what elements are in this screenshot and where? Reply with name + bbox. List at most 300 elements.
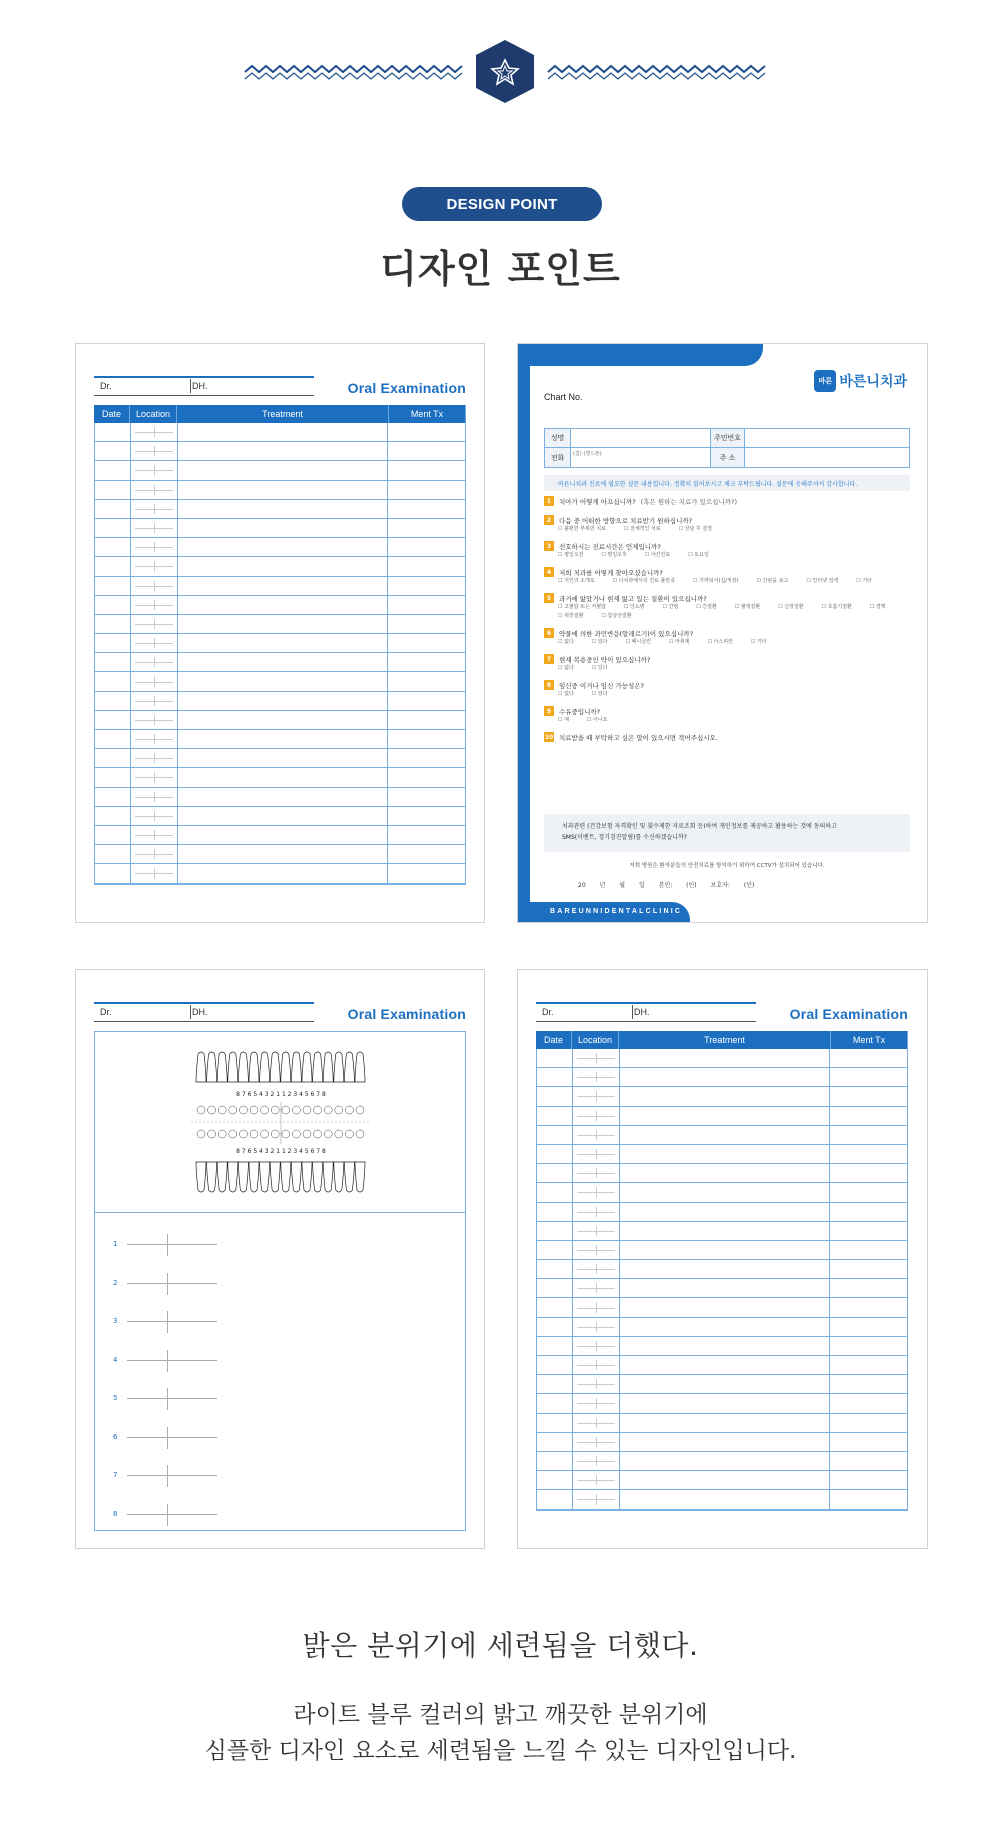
table-cell <box>830 1490 907 1508</box>
checkbox-option[interactable]: ☐ 아스피린 <box>707 638 732 645</box>
phone-label: 전화 <box>545 448 571 467</box>
table-cell <box>537 1279 573 1297</box>
table-cell <box>573 1222 620 1240</box>
table-row <box>95 653 465 672</box>
table-row <box>95 519 465 538</box>
upper-tooth-numbers: 8 7 6 5 4 3 2 1 1 2 3 4 5 6 7 8 <box>236 1091 326 1098</box>
question-number: 5 <box>544 593 554 603</box>
oral-exam-header <box>94 1002 466 1028</box>
table-cell <box>131 423 178 441</box>
table-cell <box>95 519 131 537</box>
occlusal-upper <box>197 1106 364 1114</box>
occlusal-tooth <box>271 1106 279 1114</box>
table-cell <box>388 519 465 537</box>
table-cell <box>95 749 131 767</box>
occlusal-tooth <box>303 1130 311 1138</box>
table-cell <box>178 672 389 690</box>
table-cell <box>620 1414 831 1432</box>
table-cell <box>573 1490 620 1508</box>
table-cell <box>830 1183 907 1201</box>
lower-tooth <box>207 1162 217 1192</box>
lower-tooth <box>355 1162 365 1192</box>
table-cell <box>95 653 131 671</box>
table-cell <box>620 1279 831 1297</box>
table-cell <box>537 1222 573 1240</box>
lower-tooth <box>281 1162 291 1192</box>
table-cell <box>131 653 178 671</box>
table-cell <box>95 461 131 479</box>
checkbox-option[interactable]: ☐ 다치과에서의 진료 불만족 <box>613 577 675 584</box>
table-cell <box>131 596 178 614</box>
table-row <box>95 557 465 576</box>
checkbox-option[interactable]: ☐ 기타 <box>751 638 767 645</box>
question-text: 치료받을 때 부탁하고 싶은 말이 있으시면 적어주십시오. <box>559 733 718 742</box>
footer-subtitle: 밝은 분위기에 세련됨을 더했다. <box>302 1629 699 1662</box>
table-cell <box>131 500 178 518</box>
table-cell <box>537 1164 573 1182</box>
star-badge-icon <box>476 40 534 103</box>
col-date: Date <box>94 405 130 423</box>
oral-exam-title: Oral Examination <box>347 380 466 396</box>
table-row <box>95 807 465 826</box>
question-list <box>544 496 910 751</box>
checkbox-option[interactable]: ☐ 있다 <box>592 638 608 645</box>
checkbox-option[interactable]: ☐ 마취제 <box>669 638 690 645</box>
table-cell <box>178 768 389 786</box>
table-row <box>95 500 465 519</box>
occlusal-tooth <box>345 1130 353 1138</box>
chart-side-bar <box>518 344 530 923</box>
note-line-number: 5 <box>113 1394 118 1402</box>
table-row <box>95 442 465 461</box>
oral-exam-title: Oral Examination <box>789 1006 908 1022</box>
table-cell <box>388 500 465 518</box>
table-cell <box>573 1087 620 1105</box>
table-cell <box>388 538 465 556</box>
table-row <box>537 1490 907 1509</box>
occlusal-tooth <box>314 1106 322 1114</box>
upper-tooth <box>323 1052 333 1082</box>
checkbox-option[interactable]: ☐ 고혈압 또는 저혈압 <box>558 603 606 610</box>
table-cell <box>620 1490 831 1508</box>
table-cell <box>95 557 131 575</box>
table-cell <box>537 1337 573 1355</box>
table-cell <box>537 1375 573 1393</box>
occlusal-lower <box>197 1130 364 1138</box>
occlusal-tooth <box>356 1106 364 1114</box>
col-ment-tx: Ment Tx <box>389 405 466 423</box>
upper-tooth <box>355 1052 365 1082</box>
table-row <box>95 692 465 711</box>
table-row <box>537 1433 907 1452</box>
table-cell <box>388 653 465 671</box>
question-item <box>544 732 910 751</box>
table-cell <box>178 864 389 882</box>
table-cell <box>95 807 131 825</box>
question-number: 3 <box>544 541 554 551</box>
table-cell <box>178 519 389 537</box>
table-cell <box>131 768 178 786</box>
table-row <box>95 596 465 615</box>
table-cell <box>131 692 178 710</box>
checkbox-option[interactable]: ☐ 없다 <box>558 664 574 671</box>
table-cell <box>573 1433 620 1451</box>
checkbox-option[interactable]: ☐ 가까워서(집/직장) <box>693 577 738 584</box>
table-cell <box>830 1145 907 1163</box>
table-cell <box>131 826 178 844</box>
table-cell <box>620 1356 831 1374</box>
table-cell <box>131 807 178 825</box>
table-row <box>95 461 465 480</box>
table-cell <box>537 1490 573 1508</box>
logo-mark: 바른 <box>814 370 836 392</box>
question-number: 8 <box>544 680 554 690</box>
table-cell <box>388 423 465 441</box>
question-text: 임신중 이거나 임신 가능성은? <box>559 681 644 690</box>
table-cell <box>537 1126 573 1144</box>
logo-text: 바른니치과 <box>839 374 907 390</box>
question-item <box>544 541 910 567</box>
upper-tooth <box>334 1052 344 1082</box>
upper-teeth <box>196 1052 365 1082</box>
note-line-number: 6 <box>113 1432 118 1441</box>
table-header <box>94 405 466 423</box>
table-row <box>95 423 465 442</box>
occlusal-tooth <box>250 1130 258 1138</box>
cctv-note: 저희 병원은 환자분들의 안전치료를 방지하기 위하여 CCTV가 설치되어 있습니다. <box>629 863 825 869</box>
table-row <box>537 1049 907 1068</box>
table-cell <box>830 1414 907 1432</box>
table-cell <box>830 1164 907 1182</box>
table-row <box>537 1337 907 1356</box>
table-cell <box>131 577 178 595</box>
address-label: 주 소 <box>711 448 745 467</box>
table-row <box>537 1222 907 1241</box>
occlusal-tooth <box>229 1106 237 1114</box>
col-date: Date <box>536 1031 572 1049</box>
table-cell <box>178 481 389 499</box>
table-cell <box>573 1337 620 1355</box>
question-item <box>544 628 910 654</box>
table-header <box>536 1031 908 1049</box>
table-cell <box>95 768 131 786</box>
table-cell <box>95 788 131 806</box>
occlusal-tooth <box>271 1130 279 1138</box>
table-cell <box>573 1203 620 1221</box>
question-hint: (혹은 원하는 치료가 있으십니까?) <box>640 497 738 506</box>
checkbox-option[interactable]: ☐ 없다 <box>558 638 574 645</box>
occlusal-tooth <box>356 1130 364 1138</box>
table-cell <box>178 461 389 479</box>
lower-tooth-numbers: 8 7 6 5 4 3 2 1 1 2 3 4 5 6 7 8 <box>236 1148 326 1155</box>
table-cell <box>131 538 178 556</box>
checkbox-option[interactable]: ☐ 전체적인 치료 <box>624 525 661 532</box>
occlusal-tooth <box>292 1130 300 1138</box>
table-cell <box>388 442 465 460</box>
table-cell <box>131 864 178 882</box>
checkbox-option[interactable]: ☐ 있다 <box>592 664 608 671</box>
table-cell <box>388 557 465 575</box>
occlusal-tooth <box>239 1130 247 1138</box>
table-cell <box>573 1145 620 1163</box>
table-cell <box>388 634 465 652</box>
table-cell <box>388 730 465 748</box>
clinic-logo <box>814 370 907 392</box>
table-cell <box>537 1068 573 1086</box>
question-item <box>544 654 910 680</box>
checkbox-option[interactable]: ☐ 평일오후 <box>601 551 626 558</box>
question-item <box>544 496 910 515</box>
table-cell <box>620 1049 831 1067</box>
note-line-number: 7 <box>113 1471 118 1479</box>
teeth-diagram <box>95 1032 467 1212</box>
oral-exam-table <box>94 405 466 885</box>
table-cell <box>537 1298 573 1316</box>
table-cell <box>178 538 389 556</box>
table-row <box>537 1126 907 1145</box>
zigzag-left <box>245 66 462 72</box>
chart-top-bar <box>518 344 763 366</box>
table-cell <box>830 1318 907 1336</box>
question-text: 약물에 의한 과민반응(알레르기)이 있으십니까? <box>559 629 694 638</box>
table-row <box>95 711 465 730</box>
oral-exam-card-2 <box>517 969 928 1549</box>
oral-exam-table <box>536 1031 908 1511</box>
lower-tooth <box>334 1162 344 1192</box>
checkbox-option[interactable]: ☐ 야간진료 <box>645 551 670 558</box>
dh-label: DH. <box>192 1007 208 1017</box>
rrn-label: 주민번호 <box>711 429 745 447</box>
checkbox-option[interactable]: ☐ 결핵 <box>870 603 886 610</box>
col-location: Location <box>130 405 177 423</box>
checkbox-option[interactable]: ☐ 위장질환 <box>558 612 583 619</box>
table-cell <box>388 577 465 595</box>
table-row <box>537 1107 907 1126</box>
table-cell <box>131 730 178 748</box>
checkbox-option[interactable]: ☐ 토요일 <box>688 551 709 558</box>
table-cell <box>95 538 131 556</box>
checkbox-option[interactable]: ☐ 불편한 부위만 치료 <box>558 525 606 532</box>
checkbox-option[interactable]: ☐ 간질환 <box>696 603 717 610</box>
dr-label: Dr. <box>542 1007 554 1017</box>
table-cell <box>830 1356 907 1374</box>
checkbox-option[interactable]: ☐ 상담 후 결정 <box>679 525 712 532</box>
table-cell <box>537 1203 573 1221</box>
table-cell <box>178 845 389 863</box>
table-row <box>537 1068 907 1087</box>
table-cell <box>131 711 178 729</box>
question-text: 다음 중 어떠한 방향으로 치료받기 원하십니까? <box>559 516 693 525</box>
dh-label: DH. <box>192 381 208 391</box>
table-cell <box>131 749 178 767</box>
table-cell <box>620 1298 831 1316</box>
table-cell <box>830 1433 907 1451</box>
table-cell <box>131 615 178 633</box>
table-cell <box>178 615 389 633</box>
checkbox-option[interactable]: ☐ 당뇨병 <box>624 603 645 610</box>
table-cell <box>95 577 131 595</box>
checkbox-option[interactable]: ☐ 평일오전 <box>558 551 583 558</box>
table-row <box>537 1145 907 1164</box>
oral-exam-header <box>536 1002 908 1028</box>
table-cell <box>573 1318 620 1336</box>
table-cell <box>178 596 389 614</box>
dr-label: Dr. <box>100 381 112 391</box>
upper-tooth <box>302 1052 312 1082</box>
occlusal-tooth <box>324 1106 332 1114</box>
table-cell <box>388 596 465 614</box>
table-cell <box>830 1068 907 1086</box>
lower-tooth <box>249 1162 259 1192</box>
table-cell <box>620 1318 831 1336</box>
occlusal-tooth <box>303 1106 311 1114</box>
occlusal-tooth <box>292 1106 300 1114</box>
checkbox-option[interactable]: ☐ 갑상선질환 <box>601 612 631 619</box>
table-cell <box>131 634 178 652</box>
table-cell <box>131 481 178 499</box>
table-row <box>95 788 465 807</box>
table-cell <box>178 423 389 441</box>
table-row <box>95 768 465 787</box>
table-cell <box>388 692 465 710</box>
footer-desc-line-2: 심플한 디자인 요소로 세련됨을 느낄 수 있는 디자인입니다. <box>204 1738 797 1764</box>
chart-card <box>517 343 928 923</box>
table-cell <box>620 1222 831 1240</box>
table-cell <box>830 1241 907 1259</box>
table-cell <box>830 1337 907 1355</box>
occlusal-tooth <box>208 1130 216 1138</box>
checkbox-option[interactable]: ☐ 지인의 소개로 <box>558 577 595 584</box>
col-location: Location <box>572 1031 619 1049</box>
oral-exam-header <box>94 376 466 402</box>
question-text: 저희 치과를 어떻게 찾아오셨습니까? <box>559 568 663 577</box>
table-cell <box>573 1241 620 1259</box>
tooth-divider <box>95 1212 465 1213</box>
table-cell <box>620 1087 831 1105</box>
table-cell <box>537 1414 573 1432</box>
occlusal-tooth <box>335 1106 343 1114</box>
table-row <box>537 1471 907 1490</box>
table-cell <box>620 1394 831 1412</box>
note-line-number: 3 <box>113 1317 118 1325</box>
checkbox-option[interactable]: ☐ 호흡기질환 <box>822 603 852 610</box>
header-ornament <box>0 40 1001 110</box>
table-cell <box>131 461 178 479</box>
checkbox-option[interactable]: ☐ 혈액질환 <box>735 603 760 610</box>
table-cell <box>830 1203 907 1221</box>
checkbox-option[interactable]: ☐ 예 <box>558 716 569 723</box>
question-number: 10 <box>544 733 554 741</box>
question-item <box>544 593 910 628</box>
table-row <box>537 1414 907 1433</box>
table-cell <box>573 1452 620 1470</box>
checkbox-option[interactable]: ☐ 기타 <box>856 577 872 584</box>
upper-tooth <box>238 1052 248 1082</box>
checkbox-option[interactable]: ☐ 없다 <box>558 690 574 697</box>
table-cell <box>830 1452 907 1470</box>
table-cell <box>95 481 131 499</box>
upper-tooth <box>207 1052 217 1082</box>
table-cell <box>388 788 465 806</box>
table-row <box>537 1260 907 1279</box>
table-cell <box>131 672 178 690</box>
occlusal-tooth <box>218 1106 226 1114</box>
table-cell <box>620 1337 831 1355</box>
table-cell <box>388 845 465 863</box>
occlusal-tooth <box>261 1106 269 1114</box>
zigzag-right <box>548 66 765 72</box>
table-cell <box>573 1260 620 1278</box>
checkbox-option[interactable]: ☐ 간염 <box>662 603 678 610</box>
table-cell <box>620 1203 831 1221</box>
table-cell <box>178 807 389 825</box>
table-cell <box>95 596 131 614</box>
table-cell <box>573 1183 620 1201</box>
table-cell <box>830 1375 907 1393</box>
table-cell <box>620 1260 831 1278</box>
note-line-number: 8 <box>113 1509 118 1518</box>
dr-label: Dr. <box>100 1007 112 1017</box>
table-cell <box>95 730 131 748</box>
table-cell <box>620 1375 831 1393</box>
table-row <box>95 749 465 768</box>
table-cell <box>537 1260 573 1278</box>
table-cell <box>573 1394 620 1412</box>
checkbox-option[interactable]: ☐ 아니요 <box>587 716 608 723</box>
table-cell <box>620 1126 831 1144</box>
table-rows <box>536 1049 908 1511</box>
table-cell <box>537 1394 573 1412</box>
checkbox-option[interactable]: ☐ 신장질환 <box>778 603 803 610</box>
checkbox-option[interactable]: ☐ 페니실린 <box>626 638 651 645</box>
table-cell <box>537 1433 573 1451</box>
survey-notice: 바른니치과 진료에 필요한 설문 내용입니다. 정확히 읽어보시고 체크 부탁드립니다. 설문에 응해주셔서 감사합니다. <box>544 475 910 491</box>
table-cell <box>95 826 131 844</box>
table-cell <box>95 615 131 633</box>
lower-tooth <box>302 1162 312 1192</box>
table-cell <box>830 1049 907 1067</box>
table-cell <box>573 1049 620 1067</box>
table-rows <box>94 423 466 885</box>
table-row <box>537 1298 907 1317</box>
checkbox-option[interactable]: ☐ 인터넷 검색 <box>806 577 838 584</box>
table-cell <box>537 1318 573 1336</box>
table-cell <box>537 1107 573 1125</box>
table-cell <box>573 1164 620 1182</box>
table-row <box>537 1203 907 1222</box>
table-cell <box>131 519 178 537</box>
question-text: 치아가 어떻게 아프십니까? <box>559 497 636 506</box>
consent-line-2: SMS(이벤트, 정기검진알림)를 수신하겠습니까? <box>562 834 687 841</box>
upper-tooth <box>344 1052 354 1082</box>
page-title: 디자인 포인트 <box>380 247 621 291</box>
table-cell <box>95 711 131 729</box>
lower-tooth <box>238 1162 248 1192</box>
tooth-chart-card <box>75 969 485 1549</box>
name-label: 성명 <box>545 429 571 447</box>
table-cell <box>95 672 131 690</box>
table-cell <box>178 749 389 767</box>
table-cell <box>178 442 389 460</box>
table-cell <box>573 1414 620 1432</box>
table-cell <box>537 1452 573 1470</box>
checkbox-option[interactable]: ☐ 간판을 보고 <box>757 577 789 584</box>
table-cell <box>178 634 389 652</box>
chart-no-label: Chart No. <box>544 392 583 402</box>
checkbox-option[interactable]: ☐ 있다 <box>592 690 608 697</box>
table-cell <box>830 1107 907 1125</box>
col-ment-tx: Ment Tx <box>831 1031 908 1049</box>
